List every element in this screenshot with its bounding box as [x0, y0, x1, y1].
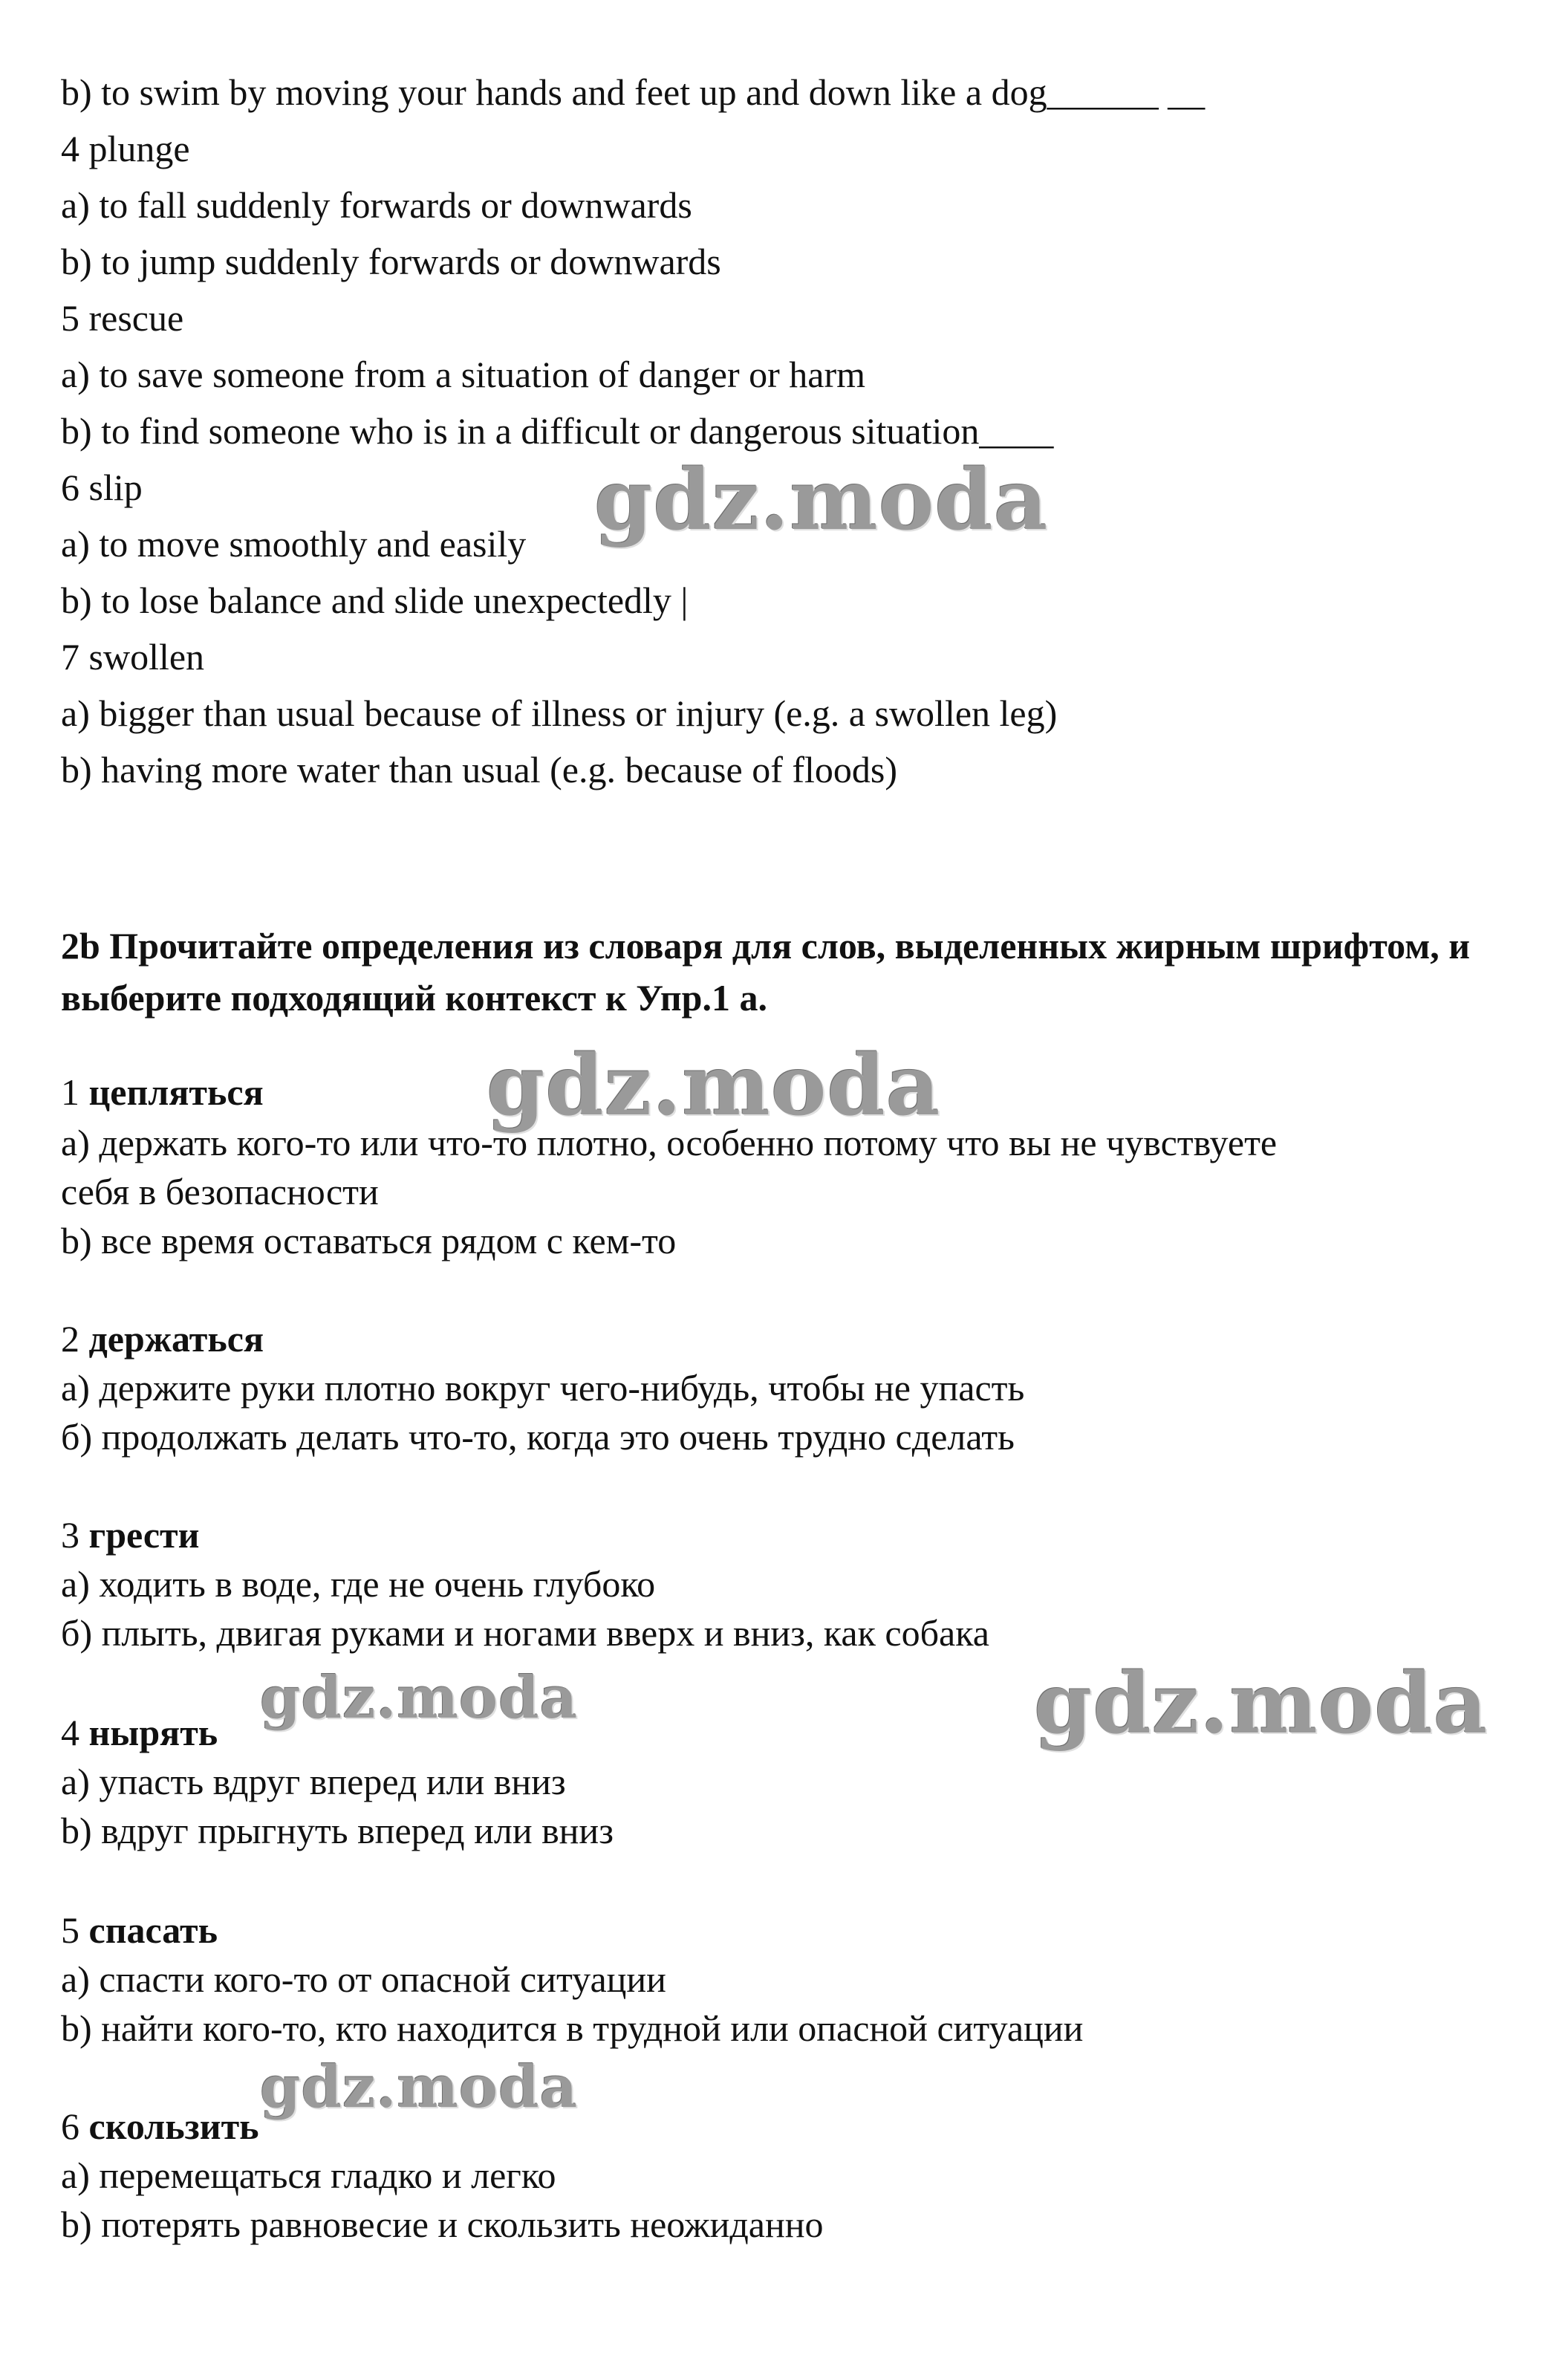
- text-line: 5 rescue: [61, 297, 184, 339]
- definition-b: b) найти кого-то, кто находится в трудной или опасной ситуации: [61, 2007, 1084, 2049]
- definition-b: b) вдруг прыгнуть вперед или вниз: [61, 1810, 614, 1851]
- watermark: gdz.moda: [1034, 1655, 1489, 1753]
- definition-b: б) продолжать делать что-то, когда это очень трудно сделать: [61, 1416, 1015, 1458]
- definition-b: б) плыть, двигая руками и ногами вверх и вниз, как собака: [61, 1612, 989, 1654]
- definition-a: a) перемещаться гладко и легко: [61, 2154, 556, 2196]
- item-title: [61, 1511, 199, 1559]
- definition-a-continued: себя в безопасности: [61, 1171, 379, 1212]
- watermark: gdz.moda: [260, 2053, 579, 2121]
- definition-a: a) ходить в воде, где не очень глубоко: [61, 1563, 656, 1605]
- item-word: скользить: [88, 2105, 259, 2147]
- item-number: 6: [61, 2105, 79, 2147]
- definition-a: a) держать кого-то или что-то плотно, особенно потому что вы не чувствуете: [61, 1122, 1278, 1163]
- item-word: цепляться: [88, 1071, 264, 1113]
- watermark: gdz.moda: [487, 1037, 941, 1134]
- item-word: нырять: [88, 1712, 218, 1753]
- watermark: gdz.moda: [594, 452, 1049, 549]
- text-line: 7 swollen: [61, 636, 205, 678]
- item-title: [61, 1068, 264, 1116]
- item-word: спасать: [88, 1909, 218, 1951]
- item-number: 2: [61, 1318, 79, 1360]
- text-line: a) to fall suddenly forwards or downwards: [61, 184, 692, 226]
- definition-a: a) упасть вдруг вперед или вниз: [61, 1761, 566, 1802]
- text-line: a) to save someone from a situation of danger or harm: [61, 354, 865, 395]
- text-line: 4 plunge: [61, 128, 190, 169]
- item-number: 5: [61, 1909, 79, 1951]
- text-line: a) to move smoothly and easily: [61, 523, 527, 565]
- item-word: грести: [88, 1514, 200, 1556]
- item-title: [61, 1906, 218, 1954]
- text-line: a) bigger than usual because of illness or injury (e.g. a swollen leg): [61, 692, 1058, 734]
- section-heading: 2b Прочитайте определения из словаря для слов, выделенных жирным шрифтом, и выберите подходящий контекст к Упр.1 а.: [61, 925, 1471, 1019]
- item-number: 4: [61, 1712, 79, 1753]
- text-line: 6 slip: [61, 467, 143, 508]
- item-title: [61, 1709, 218, 1756]
- definition-a: a) спасти кого-то от опасной ситуации: [61, 1958, 666, 2000]
- item-title: [61, 1315, 264, 1363]
- text-line: b) to jump suddenly forwards or downwards: [61, 241, 721, 282]
- text-line: b) to lose balance and slide unexpectedly |: [61, 579, 689, 621]
- definition-b: b) потерять равновесие и скользить неожиданно: [61, 2204, 824, 2245]
- definition-b: b) все время оставаться рядом с кем-то: [61, 1220, 677, 1261]
- text-line: b) having more water than usual (e.g. because of floods): [61, 749, 898, 790]
- item-number: 3: [61, 1514, 79, 1556]
- definition-a: a) держите руки плотно вокруг чего-нибудь, чтобы не упасть: [61, 1367, 1025, 1409]
- text-line: b) to swim by moving your hands and feet up and down like a dog______ __: [61, 71, 1206, 113]
- item-word: держаться: [88, 1318, 264, 1360]
- item-number: 1: [61, 1071, 79, 1113]
- item-title: [61, 2102, 259, 2150]
- watermark: gdz.moda: [260, 1664, 579, 1732]
- text-line: b) to find someone who is in a difficult or dangerous situation____: [61, 410, 1054, 452]
